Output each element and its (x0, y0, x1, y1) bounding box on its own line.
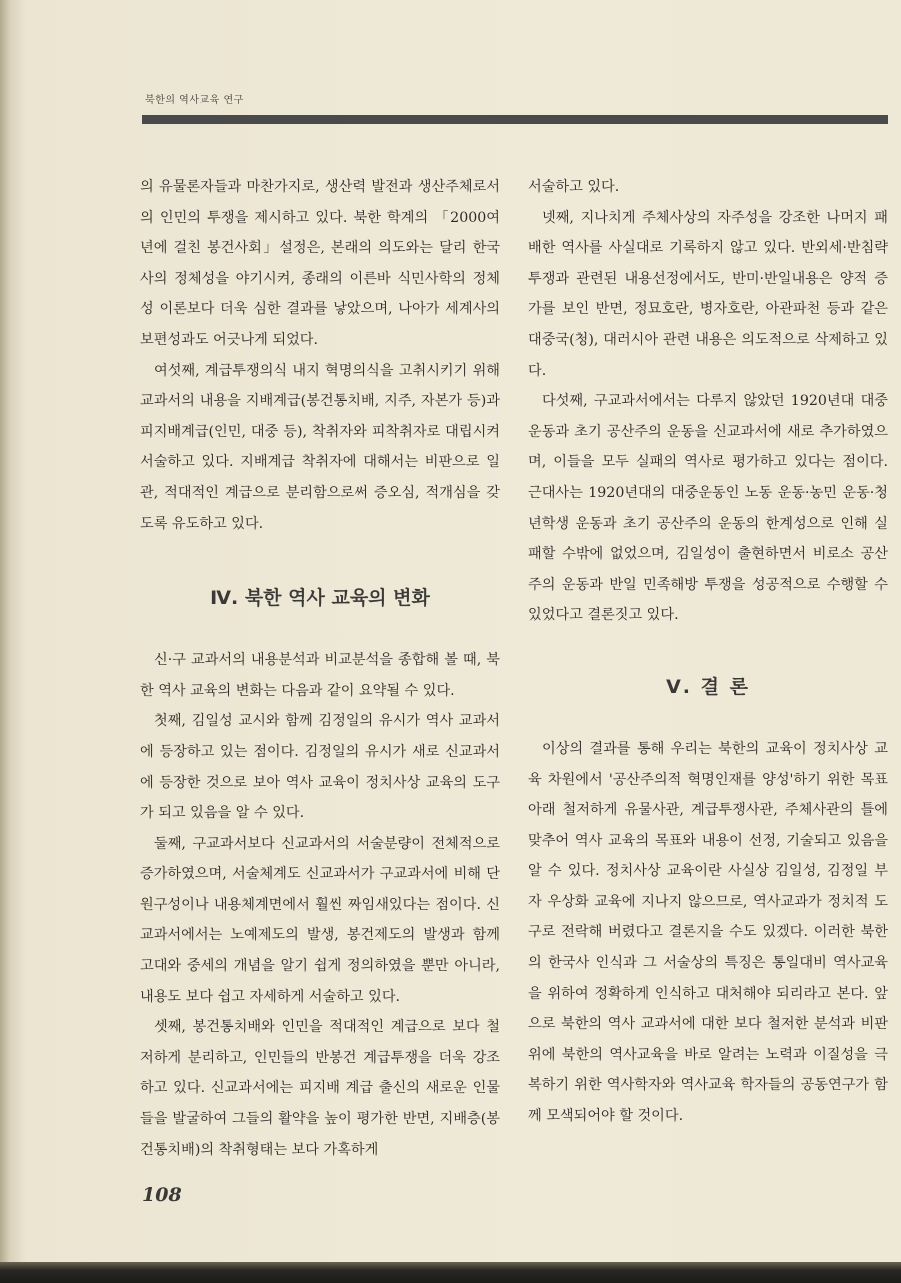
left-column (140, 172, 500, 1165)
page-number: 108 (142, 1184, 182, 1206)
right-paragraph-4: 이상의 결과를 통해 우리는 북한의 교육이 정치사상 교육 차원에서 '공산주의적 혁명인재를 양성'하기 위한 목표 아래 철저하게 유물사관, 계급투쟁사관, 주체사관의 틀에 맞추어 역사 교육의 목표와 내용이 선정, 기술되고 있음을 알 수 있다. 정치사상 교육이란 사실상 김일성, 김정일 부자 우상화 교육에 지나지 않으므로, 역사교과가 정치적 도구로 전락해 버렸다고 결론지을 수도 있겠다. 이러한 북한의 한국사 인식과 그 서술상의 특징은 통일대비 역사교육을 위하여 정확하게 인식하고 대처해야 되리라고 본다. 앞으로 북한의 역사 교과서에 대한 보다 철저한 분석과 비판 위에 북한의 역사교육을 바로 알려는 노력과 이질성을 극복하기 위한 역사학자와 역사교육 학자들의 공동연구가 함께 모색되어야 할 것이다. (528, 740, 888, 1125)
header-rule (142, 115, 888, 124)
left-paragraph-5: 둘째, 구교과서보다 신교과서의 서술분량이 전체적으로 증가하였으며, 서술체계도 신교과서가 구교과서에 비해 단원구성이나 내용체계면에서 훨씬 짜임새있다는 점이다. 신교과서에서는 노예제도의 발생, 봉건제도의 발생과 함께 고대와 중세의 개념을 알기 쉽게 정의하였을 뿐만 아니라, 내용도 보다 쉽고 자세하게 서술하고 있다. (140, 835, 500, 1005)
right-paragraph-2: 넷째, 지나치게 주체사상의 자주성을 강조한 나머지 패배한 역사를 사실대로 기록하지 않고 있다. 반외세·반침략 투쟁과 관련된 내용선정에서도, 반미·반일내용은 양적 증가를 보인 반면, 정묘호란, 병자호란, 아관파천 등과 같은 대중국(청), 대러시아 관련 내용은 의도적으로 삭제하고 있다. (528, 209, 888, 379)
scan-bottom-edge (0, 1262, 901, 1283)
right-column (528, 172, 888, 1132)
right-paragraph-3: 다섯째, 구교과서에서는 다루지 않았던 1920년대 대중 운동과 초기 공산주의 운동을 신교과서에 새로 추가하였으며, 이들을 모두 실패의 역사로 평가하고 있다는 점이다. 근대사는 1920년대의 대중운동인 노동 운동·농민 운동·청년학생 운동과 초기 공산주의 운동의 한계성으로 인해 실패할 수밖에 없었으며, 김일성이 출현하면서 비로소 공산주의 운동과 반일 민족해방 투쟁을 성공적으로 수행할 수 있었다고 결론짓고 있다. (528, 393, 888, 624)
running-head: 북한의 역사교육 연구 (145, 95, 244, 106)
left-paragraph-2: 여섯째, 계급투쟁의식 내지 혁명의식을 고취시키기 위해 교과서의 내용을 지배계급(봉건통치배, 지주, 자본가 등)과 피지배계급(인민, 대중 등), 착취자와 피착취자로 대립시켜 서술하고 있다. 지배계급 착취자에 대해서는 비판으로 일관, 적대적인 계급으로 분리함으로써 증오심, 적개심을 갖도록 유도하고 있다. (140, 362, 500, 532)
right-paragraph-1: 서술하고 있다. (528, 179, 620, 195)
left-paragraph-6: 셋째, 봉건통치배와 인민을 적대적인 계급으로 보다 철저하게 분리하고, 인민들의 반봉건 계급투쟁을 더욱 강조하고 있다. 신교과서에는 피지배 계급 출신의 새로운 인물들을 발굴하여 그들의 활약을 높이 평가한 반면, 지배층(봉건통치배)의 착취형태는 보다 가혹하게 (140, 1019, 500, 1158)
section-heading-5: Ⅴ. 결 론 (666, 675, 750, 698)
section-heading-4: Ⅳ. 북한 역사 교육의 변화 (210, 587, 430, 610)
left-paragraph-4: 첫째, 김일성 교시와 함께 김정일의 유시가 역사 교과서에 등장하고 있는 점이다. 김정일의 유시가 새로 신교과서에 등장한 것으로 보아 역사 교육이 정치사상 교육의 도구가 되고 있음을 알 수 있다. (140, 713, 500, 822)
left-paragraph-1: 의 유물론자들과 마찬가지로, 생산력 발전과 생산주체로서의 인민의 투쟁을 제시하고 있다. 북한 학계의 「2000여년에 걸친 봉건사회」설정은, 본래의 의도와는 달리 한국사의 정체성을 야기시켜, 종래의 이른바 식민사학의 정체성 이론보다 더욱 심한 결과를 낳았으며, 나아가 세계사의 보편성과도 어긋나게 되었다. (140, 179, 500, 348)
left-paragraph-3: 신·구 교과서의 내용분석과 비교분석을 종합해 볼 때, 북한 역사 교육의 변화는 다음과 같이 요약될 수 있다. (140, 652, 500, 699)
